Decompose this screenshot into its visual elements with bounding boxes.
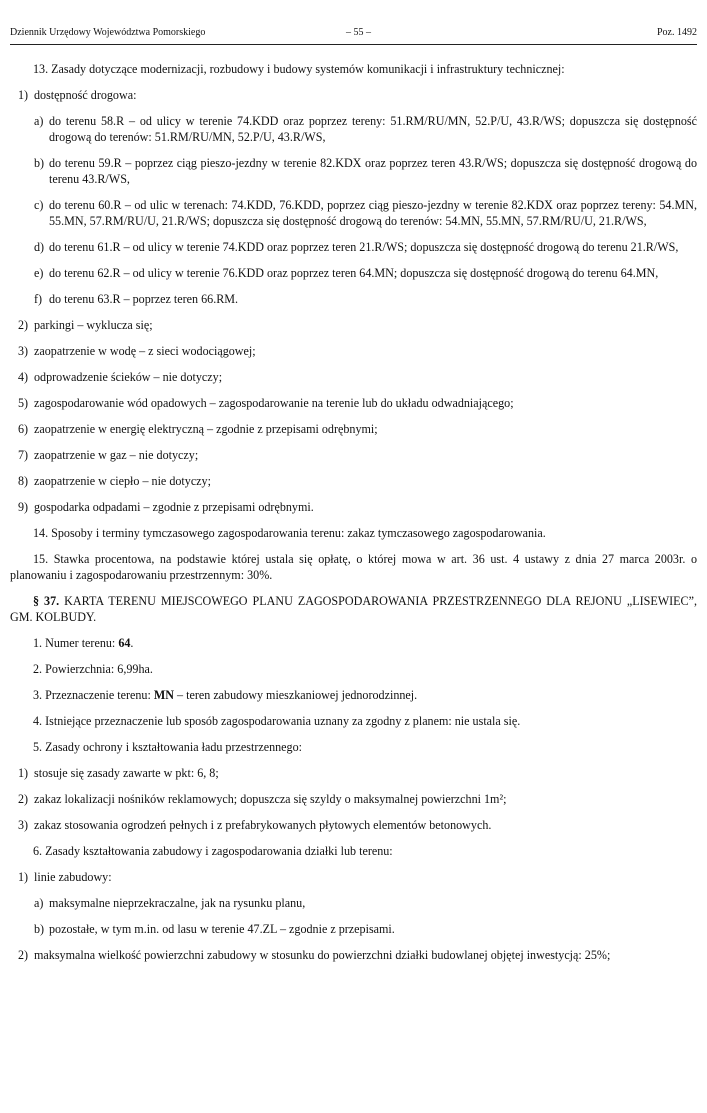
list-number: 1) xyxy=(18,766,29,780)
list-text: zaopatrzenie w wodę – z sieci wodociągowej; xyxy=(34,344,256,358)
paragraph-4: 4. Istniejące przeznaczenie lub sposób zagospodarowania uznany za zgodny z planem: nie ustala się. xyxy=(33,714,521,728)
list-text: gospodarka odpadami – zgodnie z przepisami odrębnymi. xyxy=(34,500,314,514)
position-number: Poz. 1492 xyxy=(657,27,697,38)
list-item xyxy=(10,421,697,437)
list-item xyxy=(10,817,697,833)
list-text: zakaz stosowania ogrodzeń pełnych i z prefabrykowanych płytowych elementów betonowych. xyxy=(34,818,492,832)
list-text: do terenu 62.R – od ulicy w terenie 76.KDD oraz poprzez teren 64.MN; dopuszcza się dostępność drogową do terenu 64.MN, xyxy=(49,266,659,280)
paragraph-5: 5. Zasady ochrony i kształtowania ładu przestrzennego: xyxy=(33,740,302,754)
list-item xyxy=(10,765,697,781)
list-item xyxy=(10,869,697,885)
list-text: do terenu 60.R – od ulic w terenach: 74.KDD, 76.KDD, poprzez ciąg pieszo-jezdny w terenie 82.KDX oraz poprzez tereny: 54.MN, 55.MN, 57.RM/RU/U, 21.R/WS; dopuszcza się dostępność drogową do terenów: 54.MN, 55.MN, 57.RM/RU/U, 21.R/WS, xyxy=(49,198,697,228)
list-letter: d) xyxy=(34,240,45,254)
journal-title: Dziennik Urzędowy Województwa Pomorskiego xyxy=(10,27,206,38)
list-letter: c) xyxy=(34,198,44,212)
list-text: do terenu 58.R – od ulicy w terenie 74.KDD oraz poprzez tereny: 51.RM/RU/MN, 52.P/U, 43.R/WS; dopuszcza się dostępność drogową do terenów: 51.RM/RU/MN, 52.P/U, 43.R/WS, xyxy=(49,114,697,144)
list-item xyxy=(10,317,697,333)
paragraph-3 xyxy=(10,687,697,703)
list-letter: b) xyxy=(34,922,45,936)
paragraph-6: 6. Zasady kształtowania zabudowy i zagospodarowania działki lub terenu: xyxy=(33,844,393,858)
list-text: do terenu 63.R – poprzez teren 66.RM. xyxy=(49,292,239,306)
list-text: zagospodarowanie wód opadowych – zagospodarowanie na terenie lub do układu odwadniającego; xyxy=(34,396,514,410)
list-number: 5) xyxy=(18,396,29,410)
list-text: zakaz lokalizacji nośników reklamowych; dopuszcza się szyldy o maksymalnej powierzchni 1m²; xyxy=(34,792,507,806)
list-text: parkingi – wyklucza się; xyxy=(34,318,153,332)
paragraph-1 xyxy=(10,635,697,651)
list-letter: a) xyxy=(34,114,44,128)
paragraph-text: . xyxy=(130,636,134,650)
section-label: § 37. xyxy=(33,594,60,608)
paragraph-15: 15. Stawka procentowa, na podstawie której ustala się opłatę, o której mowa w art. 36 ust. 4 ustawy z dnia 27 marca 2003r. o planowaniu i zagospodarowaniu przestrzennym: 30%. xyxy=(10,552,697,582)
list-letter: f) xyxy=(34,292,43,306)
list-text: maksymalna wielkość powierzchni zabudowy w stosunku do powierzchni działki budowlanej objętej inwestycją: 25%; xyxy=(34,948,611,962)
section-37-heading xyxy=(10,593,697,625)
list-item xyxy=(10,291,697,307)
list-item xyxy=(10,947,697,963)
list-item xyxy=(10,369,697,385)
access-list xyxy=(10,113,697,307)
list-text: zaopatrzenie w energię elektryczną – zgodnie z przepisami odrębnymi; xyxy=(34,422,378,436)
list-text: zaopatrzenie w gaz – nie dotyczy; xyxy=(34,448,199,462)
list-text: stosuje się zasady zawarte w pkt: 6, 8; xyxy=(34,766,219,780)
document-body xyxy=(10,45,697,963)
list-number: 4) xyxy=(18,370,29,384)
list-text: do terenu 61.R – od ulicy w terenie 74.KDD oraz poprzez teren 21.R/WS; dopuszcza się dostępność drogową do terenu 21.R/WS, xyxy=(49,240,679,254)
list-text: zaopatrzenie w ciepło – nie dotyczy; xyxy=(34,474,211,488)
list-item xyxy=(10,343,697,359)
list-item xyxy=(10,239,697,255)
list-text: do terenu 59.R – poprzez ciąg pieszo-jezdny w terenie 82.KDX oraz poprzez teren 43.R/WS; dopuszcza się dostępność drogową do terenu 43.R/WS, xyxy=(49,156,697,186)
list-item xyxy=(10,265,697,281)
list-number: 2) xyxy=(18,948,29,962)
list-text: pozostałe, w tym m.in. od lasu w terenie 47.ZL – zgodnie z przepisami. xyxy=(49,922,395,936)
area-symbol: MN xyxy=(153,688,175,702)
document-page xyxy=(0,24,707,1113)
paragraph-text: – teren zabudowy mieszkaniowej jednorodzinnej. xyxy=(174,688,418,702)
list-item xyxy=(10,921,697,937)
list-number: 1) xyxy=(18,870,29,884)
infrastructure-list xyxy=(10,317,697,515)
spatial-order-list xyxy=(10,765,697,833)
section-title: KARTA TERENU MIEJSCOWEGO PLANU ZAGOSPODAROWANIA PRZESTRZENNEGO DLA REJONU „LISEWIEC”, GM. KOLBUDY. xyxy=(10,594,698,624)
paragraph-text: 3. Przeznaczenie terenu: xyxy=(33,688,154,702)
list-number: 2) xyxy=(18,318,29,332)
list-item xyxy=(10,197,697,229)
list-number: 9) xyxy=(18,500,29,514)
list-text: dostępność drogowa: xyxy=(34,88,137,102)
list-letter: b) xyxy=(34,156,45,170)
list-number: 1) xyxy=(18,88,29,102)
list-item xyxy=(10,395,697,411)
list-item xyxy=(10,473,697,489)
list-letter: e) xyxy=(34,266,44,280)
paragraph-13: 13. Zasady dotyczące modernizacji, rozbudowy i budowy systemów komunikacji i infrastruktury technicznej: xyxy=(33,62,565,76)
list-number: 8) xyxy=(18,474,29,488)
list-number: 2) xyxy=(18,792,29,806)
paragraph-14: 14. Sposoby i terminy tymczasowego zagospodarowania terenu: zakaz tymczasowego zagospodarowania. xyxy=(33,526,546,540)
list-text: odprowadzenie ścieków – nie dotyczy; xyxy=(34,370,223,384)
list-item xyxy=(10,895,697,911)
list-text: linie zabudowy: xyxy=(34,870,112,884)
list-item xyxy=(10,447,697,463)
list-text: maksymalne nieprzekraczalne, jak na rysunku planu, xyxy=(49,896,306,910)
list-item xyxy=(10,155,697,187)
page-number: – 55 – xyxy=(346,27,371,38)
list-item xyxy=(10,87,697,103)
paragraph-text: 1. Numer terenu: xyxy=(33,636,119,650)
list-item xyxy=(10,791,697,807)
list-number: 7) xyxy=(18,448,29,462)
page-header xyxy=(10,24,697,45)
area-number: 64 xyxy=(118,636,131,650)
list-number: 3) xyxy=(18,344,29,358)
list-letter: a) xyxy=(34,896,44,910)
list-item xyxy=(10,113,697,145)
paragraph-2: 2. Powierzchnia: 6,99ha. xyxy=(33,662,153,676)
list-number: 6) xyxy=(18,422,29,436)
list-number: 3) xyxy=(18,818,29,832)
list-item xyxy=(10,499,697,515)
